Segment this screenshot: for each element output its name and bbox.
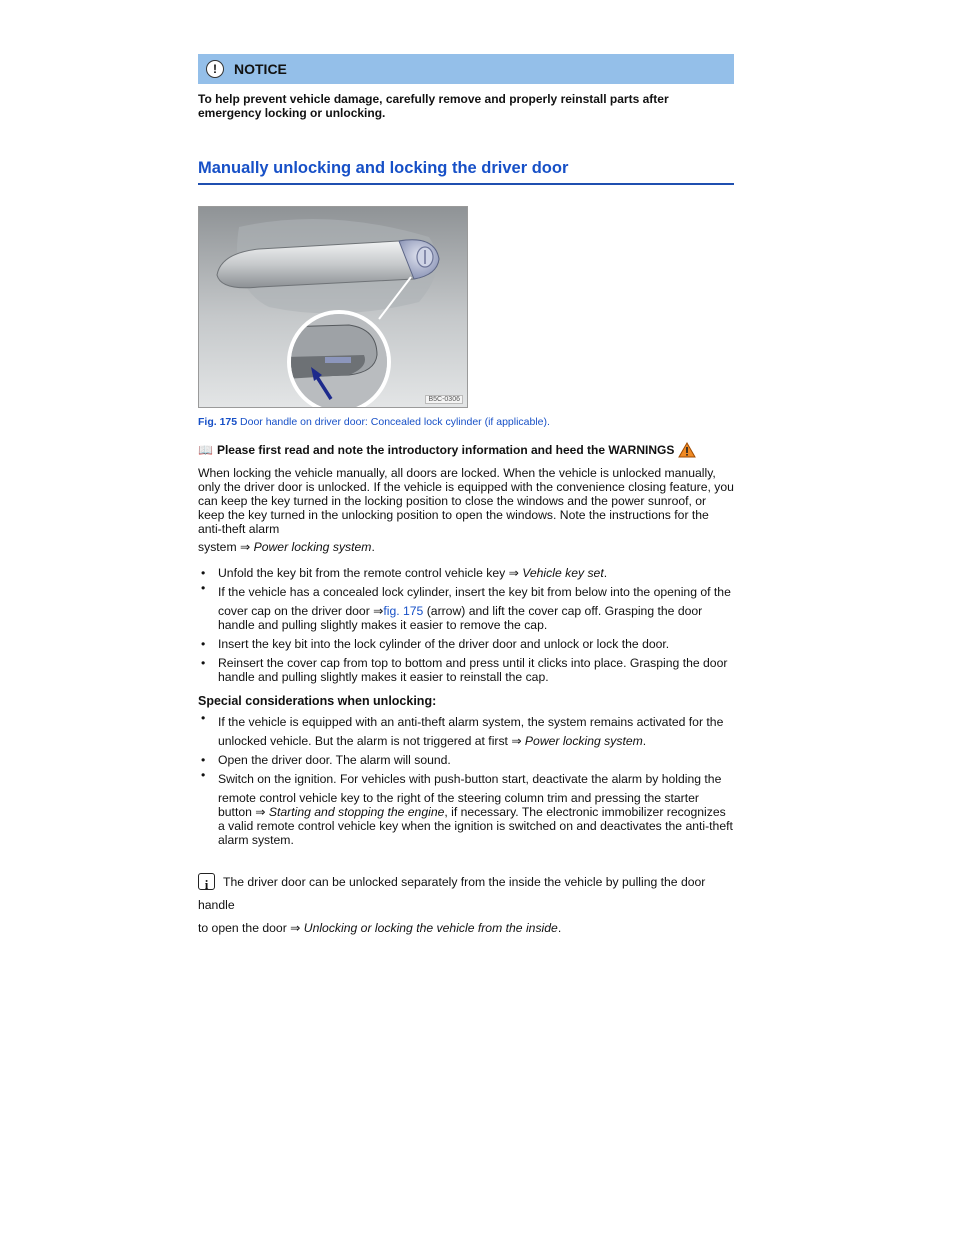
ref-arrow-text: system ⇒ bbox=[198, 540, 254, 554]
special1-end: . bbox=[642, 734, 647, 748]
list-item bbox=[198, 753, 734, 767]
step2-pre: cover cap on the driver door ⇒ bbox=[218, 604, 384, 618]
special3-line1: • Switch on the ignition. For vehicles with push-button start, deactivate the alarm by holding the bbox=[218, 772, 722, 786]
section-title: Manually unlocking and locking the driver door bbox=[198, 159, 734, 185]
xref-unlocking-inside[interactable]: Unlocking or locking the vehicle from the inside bbox=[303, 921, 558, 935]
list-item bbox=[198, 566, 734, 580]
info-end: . bbox=[557, 921, 562, 935]
special-list bbox=[198, 711, 734, 847]
figure-label: Fig. 175 bbox=[198, 416, 238, 428]
special3-pre: remote control vehicle key to the right of the steering column trim and pressing the starter button ⇒ bbox=[218, 791, 699, 819]
figure-caption bbox=[198, 416, 734, 428]
step2-line1: • If the vehicle has a concealed lock cylinder, insert the key bit from below into the opening of the bbox=[218, 585, 731, 599]
link-fig-175[interactable]: fig. 175 bbox=[383, 604, 424, 618]
info-note bbox=[198, 871, 734, 940]
exclamation-circle-icon: ! bbox=[206, 60, 224, 78]
para-end: . bbox=[371, 540, 375, 554]
info-pre: to open the door ⇒ bbox=[198, 921, 304, 935]
special1-pre: unlocked vehicle. But the alarm is not triggered at first ⇒ bbox=[218, 734, 525, 748]
intro-note bbox=[198, 442, 734, 458]
book-icon: 📖 bbox=[198, 443, 213, 457]
xref-vehicle-key-set[interactable]: Vehicle key set bbox=[522, 566, 604, 580]
warning-triangle-icon bbox=[678, 442, 696, 458]
intro-paragraph-tail bbox=[198, 536, 734, 559]
xref-starting-engine[interactable]: Starting and stopping the engine bbox=[268, 805, 445, 819]
step1-text: Unfold the key bit from the remote control vehicle key ⇒ bbox=[218, 566, 523, 580]
door-handle-figure bbox=[198, 206, 468, 408]
intro-paragraph-text: When locking the vehicle manually, all doors are locked. When the vehicle is unlocked manually, only the driver door is unlocked. If the vehicle is equipped with the convenience closing feature, you can keep the key turned in the locking position to close the windows and the power sunroof, or keep the key turned in the unlocking position to open the windows. Note the instructions for the anti-theft alarm bbox=[198, 466, 734, 536]
step4-text: Reinsert the cover cap from top to bottom and press until it clicks into place. Grasping the door handle and pulling slightly makes it easier to reinstall the cap. bbox=[218, 656, 728, 684]
list-item bbox=[198, 581, 734, 632]
special3-post: , if necessary. The electronic immobilizer recognizes a valid remote control vehicle key when the ignition is switched on and deactivates the anti-theft alarm system. bbox=[218, 805, 733, 847]
step1-end: . bbox=[603, 566, 608, 580]
info-icon bbox=[198, 873, 215, 890]
list-item bbox=[198, 637, 734, 651]
figure-code: B5C-0306 bbox=[425, 395, 463, 404]
special2-text: Open the driver door. The alarm will sound. bbox=[218, 753, 451, 767]
list-item bbox=[198, 711, 734, 748]
xref-power-locking[interactable]: Power locking system bbox=[253, 540, 372, 554]
info-line1-text: The driver door can be unlocked separately from the inside the vehicle by pulling the door handle bbox=[198, 875, 706, 912]
step3-text: Insert the key bit into the lock cylinder of the driver door and unlock or lock the door. bbox=[218, 637, 670, 651]
manual-page bbox=[198, 54, 734, 940]
steps-list bbox=[198, 566, 734, 684]
special-heading: Special considerations when unlocking: bbox=[198, 694, 437, 708]
notice-title: NOTICE bbox=[234, 61, 287, 77]
door-handle-illustration bbox=[199, 207, 467, 407]
intro-paragraph bbox=[198, 466, 734, 536]
figure-caption-text: Door handle on driver door: Concealed lock cylinder (if applicable). bbox=[237, 416, 550, 428]
list-item bbox=[198, 656, 734, 684]
notice-text: To help prevent vehicle damage, carefully remove and properly reinstall parts after emergency locking or unlocking. bbox=[198, 92, 669, 120]
info-line1 bbox=[198, 871, 734, 917]
list-item bbox=[198, 768, 734, 847]
intro-text: Please first read and note the introductory information and heed the WARNINGS bbox=[216, 443, 675, 457]
xref-power-locking-2[interactable]: Power locking system bbox=[524, 734, 643, 748]
step2-post: (arrow) and lift the cover cap off. Grasping the door handle and pulling slightly makes it easier to remove the cap. bbox=[218, 604, 703, 632]
special1-line1: • If the vehicle is equipped with an anti-theft alarm system, the system remains activated for the bbox=[218, 715, 724, 729]
info-line2 bbox=[198, 917, 734, 940]
notice-header bbox=[198, 54, 734, 84]
